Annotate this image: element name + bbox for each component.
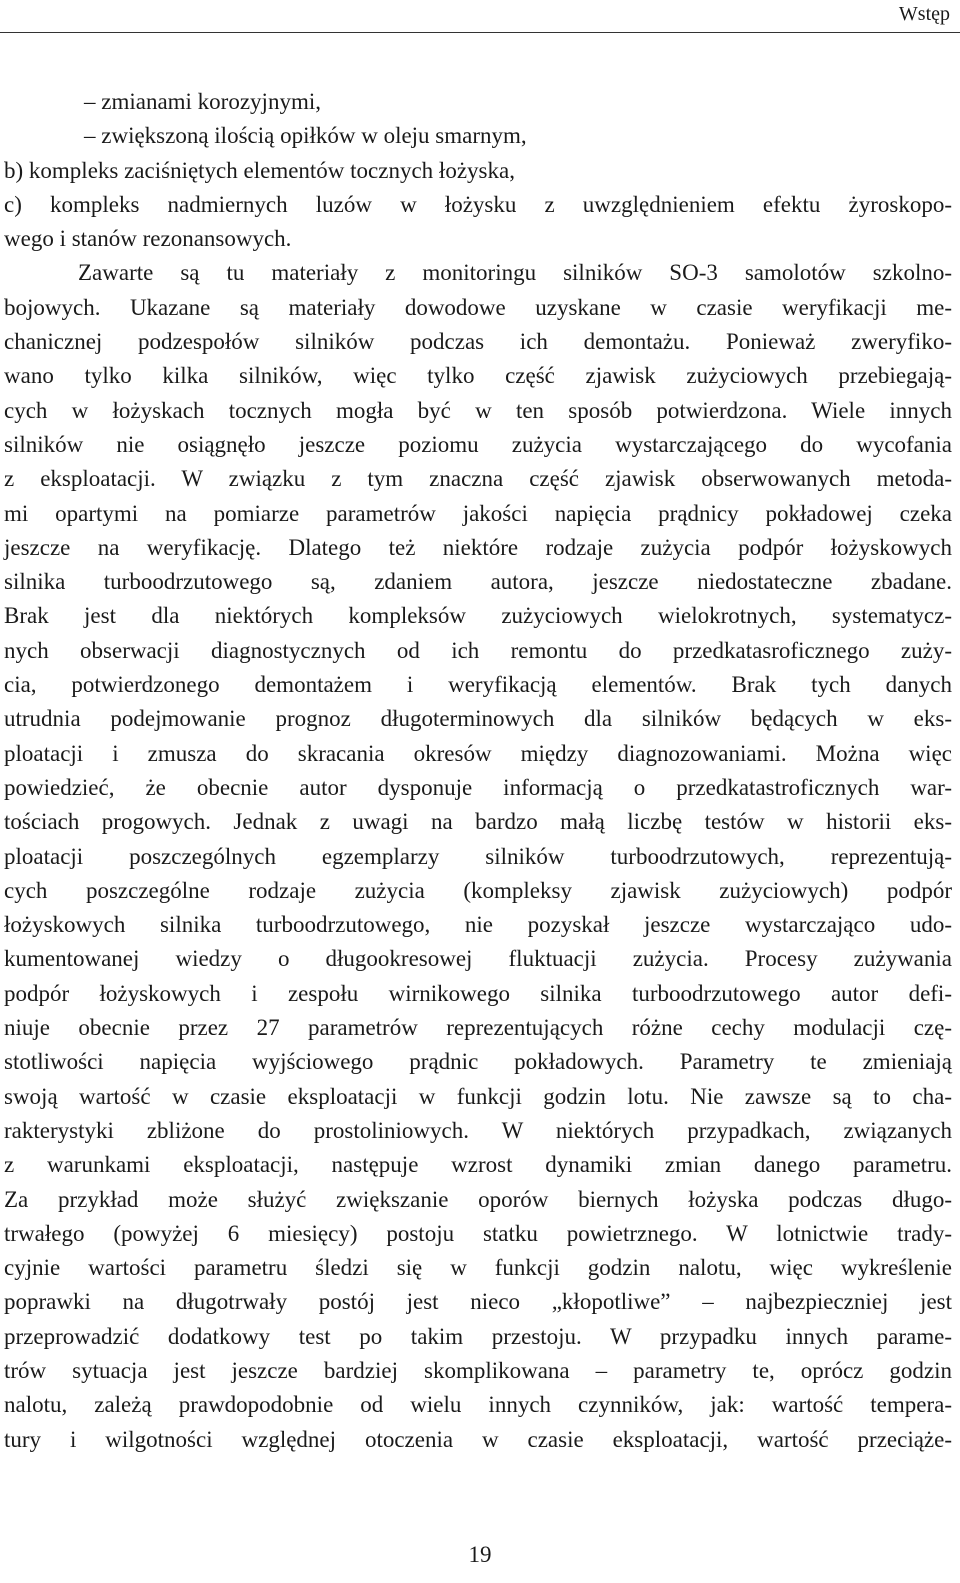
text-line: – zwiększoną ilością opiłków w oleju smarnym, bbox=[84, 123, 527, 149]
text-line: cia, potwierdzonego demontażem i weryfikacją elementów. Brak tych danych bbox=[4, 672, 952, 698]
header-rule bbox=[0, 32, 960, 33]
text-line: łożyskowych silnika turboodrzutowego, nie pozyskał jeszcze wystarczająco udo- bbox=[4, 912, 952, 938]
text-line: powiedzieć, że obecnie autor dysponuje informacją o przedkatastroficznych war- bbox=[4, 774, 952, 800]
text-line: z eksploatacji. W związku z tym znaczna część zjawisk obserwowanych metoda- bbox=[4, 466, 952, 492]
text-line: tury i wilgotności względnej otoczenia w czasie eksploatacji, wartość przeciąże- bbox=[4, 1426, 952, 1452]
text-line: wego i stanów rezonansowych. bbox=[4, 226, 292, 252]
text-line: Brak jest dla niektórych kompleksów zużyciowych wielokrotnych, systematycz- bbox=[4, 603, 952, 629]
text-line: Zawarte są tu materiały z monitoringu silników SO-3 samolotów szkolno- bbox=[78, 260, 952, 286]
text-line: nych obserwacji diagnostycznych od ich remontu do przedkatasroficznego zuży- bbox=[4, 637, 952, 663]
text-line: mi opartymi na pomiarze parametrów jakości napięcia prądnicy pokładowej czeka bbox=[4, 500, 952, 526]
text-line: c) kompleks nadmiernych luzów w łożysku z uwzględnieniem efektu żyroskopo- bbox=[4, 191, 952, 217]
text-line: swoją wartość w czasie eksploatacji w funkcji godzin lotu. Nie zawsze są to cha- bbox=[4, 1083, 952, 1109]
text-line: stotliwości napięcia wyjściowego prądnic pokładowych. Parametry te zmieniają bbox=[4, 1049, 952, 1075]
text-line: ploatacji poszczególnych egzemplarzy silników turboodrzutowych, reprezentują- bbox=[4, 843, 952, 869]
page-number: 19 bbox=[468, 1542, 492, 1567]
text-line: poprawki na długotrwały postój jest nieco „kłopotliwe” – najbezpieczniej jest bbox=[4, 1289, 952, 1315]
text-line: silnika turboodrzutowego są, zdaniem autora, jeszcze niedostateczne zbadane. bbox=[4, 569, 952, 595]
text-line: bojowych. Ukazane są materiały dowodowe uzyskane w czasie weryfikacji me- bbox=[4, 294, 952, 320]
text-line: przeprowadzić dodatkowy test po takim przestoju. W przypadku innych parame- bbox=[4, 1323, 952, 1349]
text-line: Za przykład może służyć zwiększanie oporów biernych łożyska podczas długo- bbox=[4, 1186, 952, 1212]
text-line: cych w łożyskach tocznych mogła być w ten sposób potwierdzona. Wiele innych bbox=[4, 397, 952, 423]
text-line: nalotu, zależą prawdopodobnie od wielu innych czynników, jak: wartość tempera- bbox=[4, 1392, 952, 1418]
text-line: cych poszczególne rodzaje zużycia (kompleksy zjawisk zużyciowych) podpór bbox=[4, 877, 952, 903]
text-line: – zmianami korozyjnymi, bbox=[84, 89, 321, 114]
running-header: Wstęp bbox=[898, 3, 950, 25]
text-line: ploatacji i zmusza do skracania okresów między diagnozowaniami. Można więc bbox=[4, 740, 952, 766]
text-line: silników nie osiągnęło jeszcze poziomu zużycia wystarczającego do wycofania bbox=[4, 431, 952, 457]
text-line: utrudnia podejmowanie prognoz długoterminowych dla silników będących w eks- bbox=[4, 706, 952, 732]
text-line: trów sytuacja jest jeszcze bardziej skomplikowana – parametry te, oprócz godzin bbox=[4, 1357, 952, 1383]
text-line: jeszcze na weryfikację. Dlatego też niektóre rodzaje zużycia podpór łożyskowych bbox=[4, 534, 952, 560]
text-line: wano tylko kilka silników, więc tylko część zjawisk zużyciowych przebiegają- bbox=[4, 363, 952, 389]
text-line: niuje obecnie przez 27 parametrów reprezentujących różne cechy modulacji czę- bbox=[4, 1015, 952, 1041]
text-line: trwałego (powyżej 6 miesięcy) postoju statku powietrznego. W lotnictwie trady- bbox=[4, 1220, 952, 1246]
text-line: podpór łożyskowych i zespołu wirnikowego silnika turboodrzutowego autor defi- bbox=[4, 980, 952, 1006]
body-text bbox=[4, 85, 952, 1457]
text-line: tościach progowych. Jednak z uwagi na bardzo małą liczbę testów w historii eks- bbox=[4, 809, 952, 835]
text-line: z warunkami eksploatacji, następuje wzrost dynamiki zmian danego parametru. bbox=[4, 1152, 952, 1178]
text-line: rakterystyki zbliżone do prostoliniowych. W niektórych przypadkach, związanych bbox=[4, 1117, 952, 1143]
text-line: b) kompleks zaciśniętych elementów tocznych łożyska, bbox=[4, 157, 515, 183]
text-line: chanicznej podzespołów silników podczas ich demontażu. Ponieważ zweryfiko- bbox=[4, 329, 952, 355]
text-line: cyjnie wartości parametru śledzi się w funkcji godzin nalotu, więc wykreślenie bbox=[4, 1255, 952, 1281]
text-line: kumentowanej wiedzy o długookresowej fluktuacji zużycia. Procesy zużywania bbox=[4, 946, 952, 972]
